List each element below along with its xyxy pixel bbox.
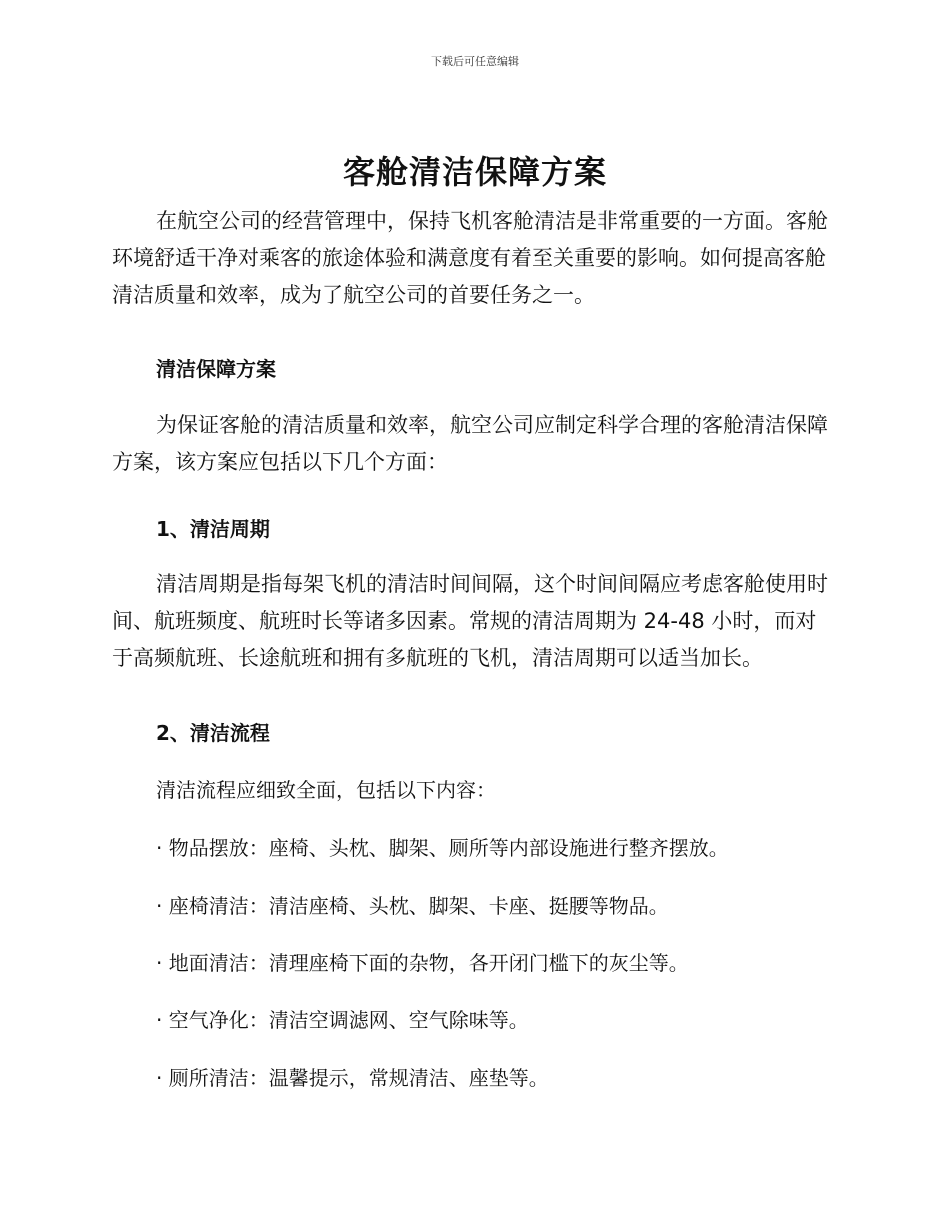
- document-title: 客舱清洁保障方案: [342, 153, 607, 191]
- subsection-2-heading: 2、清洁流程: [156, 721, 270, 745]
- subsection-1-heading: 1、清洁周期: [156, 517, 270, 541]
- list-item: · 空气净化：清洁空调滤网、空气除味等。: [156, 1008, 529, 1032]
- list-item: · 厕所清洁：温馨提示，常规清洁、座垫等。: [156, 1066, 549, 1090]
- intro-paragraph: 在航空公司的经营管理中，保持飞机客舱清洁是非常重要的一方面。客舱环境舒适干净对乘客的旅途体验和满意度有着至关重要的影响。如何提高客舱清洁质量和效率，成为了航空公司的首要任务之一。: [112, 209, 828, 307]
- section-paragraph: 为保证客舱的清洁质量和效率，航空公司应制定科学合理的客舱清洁保障方案，该方案应包括以下几个方面：: [112, 413, 828, 474]
- list-item: · 物品摆放：座椅、头枕、脚架、厕所等内部设施进行整齐摆放。: [156, 836, 729, 860]
- subsection-2-intro: 清洁流程应细致全面，包括以下内容：: [156, 778, 496, 802]
- section-heading: 清洁保障方案: [156, 357, 276, 381]
- subsection-1-paragraph: 清洁周期是指每架飞机的清洁时间间隔，这个时间间隔应考虑客舱使用时间、航班频度、航班时长等诸多因素。常规的清洁周期为 24-48 小时，而对于高频航班、长途航班和拥有多航班的飞机，清洁周期可以适当加长。: [112, 572, 828, 670]
- list-item: · 座椅清洁：清洁座椅、头枕、脚架、卡座、挺腰等物品。: [156, 894, 669, 918]
- list-item: · 地面清洁：清理座椅下面的杂物，各开闭门槛下的灰尘等。: [156, 951, 689, 975]
- page-header-note: 下载后可任意编辑: [431, 55, 519, 68]
